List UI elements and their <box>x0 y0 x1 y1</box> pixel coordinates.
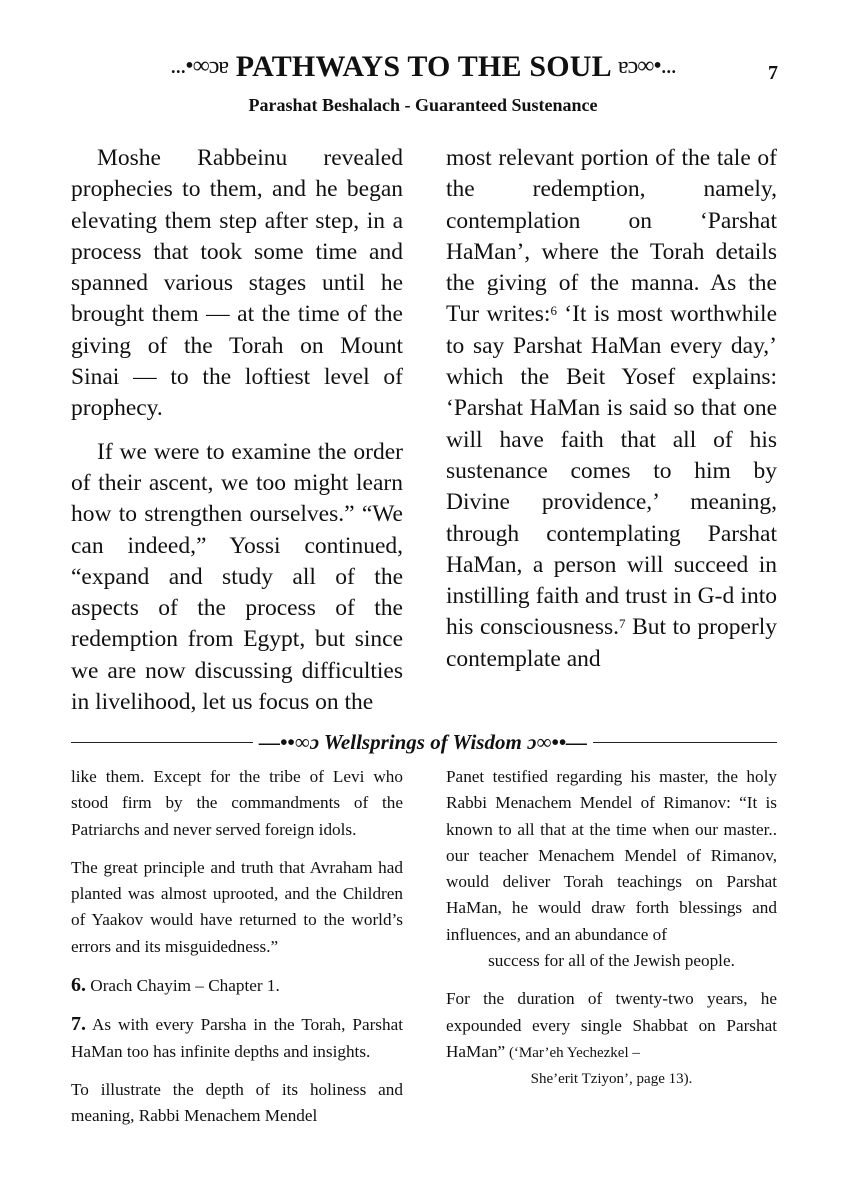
footnote-column-right <box>446 764 777 1105</box>
footnote-paragraph <box>446 764 777 974</box>
body-column-right <box>446 143 777 675</box>
body-text: But to properly contemplate and <box>446 614 778 672</box>
footnote-number: 6. <box>71 974 86 997</box>
running-header <box>0 50 846 90</box>
footnote-6 <box>71 972 403 999</box>
footnote-text: As with every Parsha in the Torah, Parshat HaMan too has infinite depths and insights. <box>71 1015 403 1061</box>
footnote-text: For the duration of twenty-two years, he expounded every single Shabbat on Parshat HaMan” <box>446 989 777 1061</box>
footnote-7 <box>71 1011 403 1065</box>
footnote-text: Orach Chayim – Chapter 1. <box>86 976 280 996</box>
wellsprings-title: Wellsprings of Wisdom <box>323 730 522 754</box>
footnote-paragraph: To illustrate the depth of its holiness and meaning, Rabbi Menachem Mendel <box>71 1079 403 1126</box>
right-flourish: ɐɔ∞•... <box>617 53 676 79</box>
body-paragraph: If we were to examine the order of their ascent, we too might learn how to strengthen ourselves.” “We can indeed,” Yossi continued, “expand and study all of the aspects of the process of the redemption from Egypt, but since we are now discussing difficulties in livelihood, let us focus on the <box>71 438 403 716</box>
chapter-subtitle: Parashat Beshalach - Guaranteed Sustenance <box>248 95 598 115</box>
footnote-paragraph <box>446 986 777 1092</box>
right-ornament: ɔ∞••— <box>527 730 588 754</box>
body-paragraph <box>446 143 777 675</box>
source-reference: (‘Mar’eh Yechezkel – <box>505 1044 640 1061</box>
wellsprings-label-wrap <box>253 730 593 754</box>
body-text: most relevant portion of the tale of the redemption, namely, contemplation on ‘Parshat HaMan’, where the Torah details the giving of the manna. As the Tur writes: <box>446 145 777 328</box>
footnote-marker: 6 <box>550 303 557 319</box>
footnote-text: Panet testified regarding his master, the holy Rabbi Menachem Mendel of Rimanov: “It is known to all that at the time when our master.. our teacher Menachem Mendel of Rimanov, would deliver Torah teachings on Parshat HaMan, he would draw forth blessings and influences, and an abundance of <box>446 767 777 944</box>
footnote-number: 7. <box>71 1013 86 1036</box>
body-paragraph: Moshe Rabbeinu revealed prophecies to them, and he began elevating them step after step, in a process that took some time and spanned various stages until he brought them — at the time of the giving of the Torah on Mount Sinai — to the loftiest level of prophecy. <box>71 145 403 422</box>
book-title: PATHWAYS TO THE SOUL <box>235 50 611 83</box>
footnote-marker: 7 <box>619 616 626 632</box>
header-title-line <box>0 50 846 84</box>
footnote-text: success for all of the Jewish people. <box>488 951 735 971</box>
footnote-paragraph: like them. Except for the tribe of Levi who stood firm by the commandments of the Patriarchs and never served foreign idols. <box>71 767 403 839</box>
footnote-paragraph: The great principle and truth that Avraham had planted was almost uprooted, and the Children of Yaakov would have returned to the world’s errors and its misguidedness.” <box>71 857 403 956</box>
body-column-left <box>71 143 403 718</box>
left-flourish: ...•∞ɔɐ <box>170 53 229 79</box>
wellsprings-heading <box>0 730 846 755</box>
page-number: 7 <box>768 62 778 84</box>
body-text: ‘It is most worthwhile to say Parshat HaMan every day,’ which the Beit Yosef explains: ‘Parshat HaMan is said so that one will have faith that all of his sustenance comes to him by Divine providence,’ meaning, through contemplating Parshat HaMan, a person will succeed in instilling faith and trust in G-d into his consciousness. <box>446 301 777 641</box>
source-reference: She’erit Tziyon’, page 13). <box>530 1071 693 1088</box>
footnote-column-left <box>71 764 403 1142</box>
left-ornament: —••∞ɔ <box>258 730 319 754</box>
